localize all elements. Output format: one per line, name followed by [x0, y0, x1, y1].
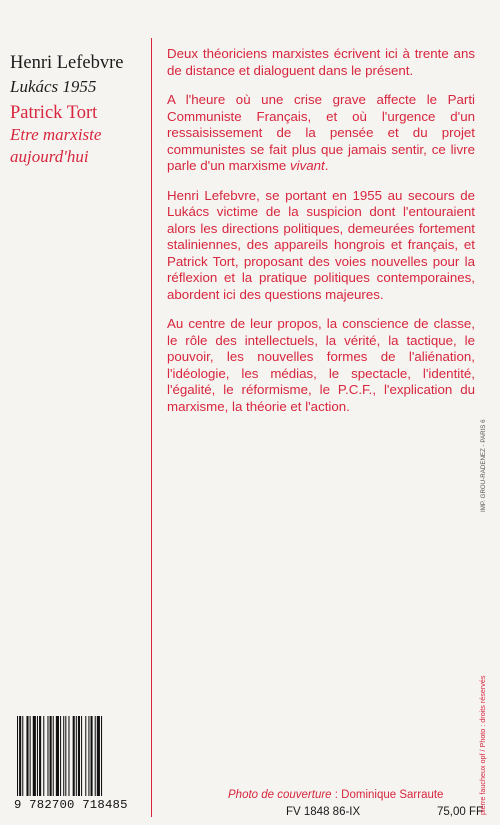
barcode-block — [14, 716, 142, 812]
blurb-paragraph-3: Henri Lefebvre, se portant en 1955 au secours de Lukács victime de la suspicion dont l'entouraient alors les directions politiques, demeurées fortement staliniennes, des appareils hongrois et français, et Patrick Tort, proposant des voies nouvelles pour la réflexion et la pratique politiques contemporaines, abordent ici des questions majeures. — [167, 187, 475, 302]
photo-credit-label: Photo de couverture — [228, 789, 332, 801]
work-title-etre-marxiste-line2: aujourd'hui — [10, 147, 89, 166]
author-patrick-tort: Patrick Tort — [10, 103, 98, 123]
red-vertical-rule — [151, 38, 152, 817]
blurb-emphasis-vivant: vivant — [290, 158, 325, 173]
author-henri-lefebvre: Henri Lefebvre — [10, 53, 124, 73]
design-photo-credits: pierre faucheux opf / Photo : droits réservés — [478, 675, 487, 815]
title-column — [10, 52, 145, 168]
work-title-etre-marxiste-line1: Etre marxiste — [10, 125, 102, 144]
catalog-code: FV 1848 86-IX — [286, 806, 361, 818]
barcode-icon — [16, 716, 136, 796]
isbn-number: 9 782700 718485 — [14, 798, 128, 812]
work-title-lukacs: Lukács 1955 — [10, 77, 97, 96]
blurb-text — [167, 46, 475, 428]
price: 75,00 FF — [437, 806, 484, 818]
photo-credit-name: Dominique Sarraute — [341, 789, 444, 801]
photo-credit — [228, 789, 443, 801]
blurb-paragraph-2-text: A l'heure où une crise grave affecte le Parti Communiste Français, et où l'urgence d'un ressaisissement de la pensée et du projet communistes se fait plus que jamais sentir, ce livre parle d'un marxisme — [167, 92, 475, 173]
blurb-paragraph-2 — [167, 92, 475, 175]
blurb-paragraph-2-end: . — [324, 158, 329, 173]
printer-credit: IMP. GROU-RADENEZ - PARIS 6 — [480, 419, 487, 512]
blurb-paragraph-1: Deux théoriciens marxistes écrivent ici à trente ans de distance et dialoguent dans le présent. — [167, 46, 475, 78]
photo-credit-separator: : — [331, 789, 342, 801]
blurb-paragraph-4: Au centre de leur propos, la conscience de classe, le rôle des intellectuels, la vérité, la tactique, le pouvoir, les nouvelles formes de l'aliénation, l'idéologie, les médias, le spectacle, l'identité, l'égalité, le réformisme, le P.C.F., l'explication du marxisme, la théorie et l'action. — [167, 316, 475, 414]
